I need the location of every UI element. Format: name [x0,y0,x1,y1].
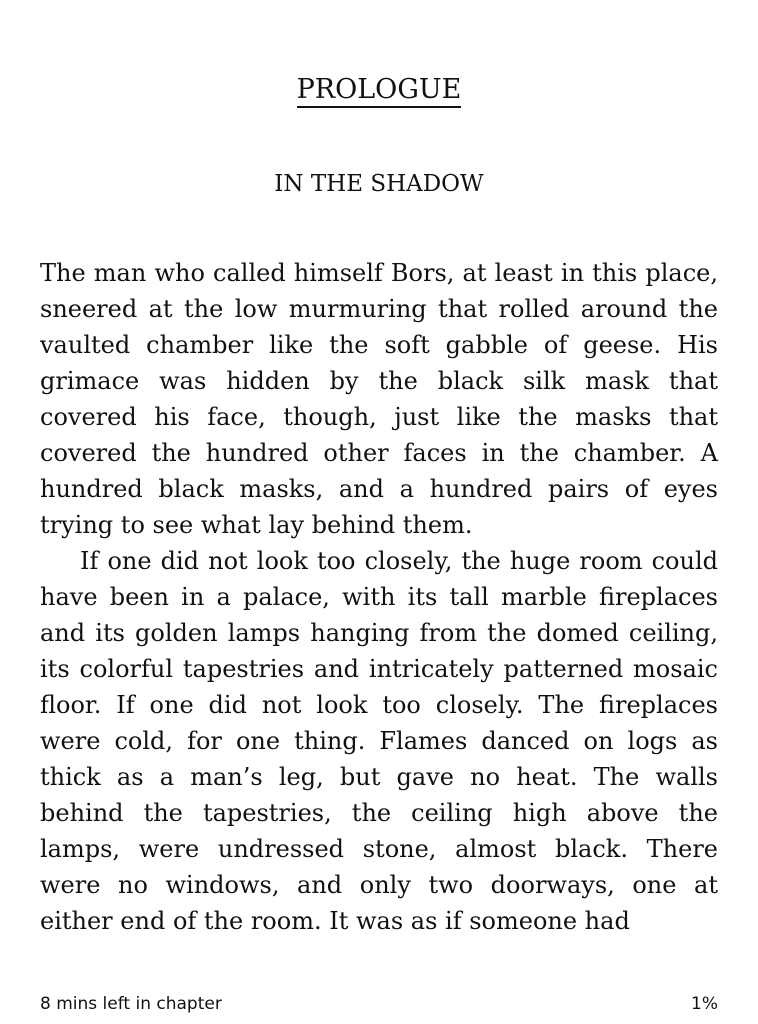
paragraph: If one did not look too closely, the huge room could have been in a palace, with its tall marble fireplaces and its golden lamps hanging from the domed ceiling, its colorful tapestries and intricately patterned mosaic floor. If one did not look too closely. The fireplaces were cold, for one thing. Flames danced on logs as thick as a man’s leg, but gave no heat. The walls behind the tapestries, the ceiling high above the lamps, were undressed stone, almost black. There were no windows, and only two doorways, one at either end of the room. It was as if someone had [40,547,718,935]
paragraph: The man who called himself Bors, at least in this place, sneered at the low murmuring that rolled around the vaulted chamber like the soft gabble of geese. His grimace was hidden by the black silk mask that covered his face, though, just like the masks that covered the hundred other faces in the chamber. A hundred black masks, and a hundred pairs of eyes trying to see what lay behind them. [40,259,718,539]
chapter-body [40,255,718,939]
reading-progress[interactable]: 1% [691,994,718,1014]
chapter-title-text: PROLOGUE [297,74,462,108]
time-left-label[interactable]: 8 mins left in chapter [40,994,222,1014]
chapter-subtitle: IN THE SHADOW [274,171,484,197]
chapter-title [0,72,758,108]
